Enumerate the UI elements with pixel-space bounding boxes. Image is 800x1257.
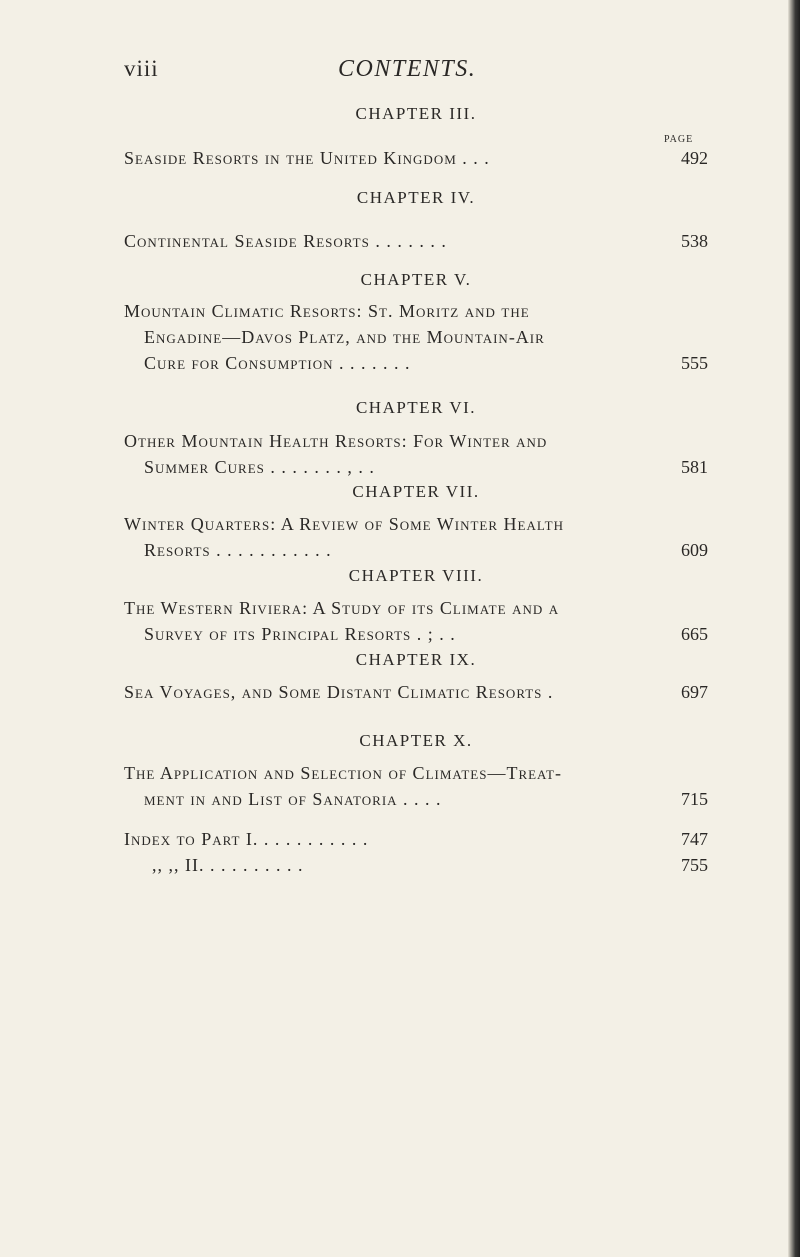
entry-line: Winter Quarters: A Review of Some Winter Health [124, 514, 564, 534]
page-number: 755 [681, 855, 708, 875]
page-number: 747 [681, 829, 708, 849]
index-entries [124, 826, 708, 878]
toc-entry [124, 679, 708, 705]
toc-entry [124, 228, 708, 254]
entry-line: The Western Riviera: A Study of its Climate and a [124, 598, 560, 618]
page-number: 697 [681, 682, 708, 702]
entry-line: Cure for Consumption . . . . . . . 555 [124, 350, 708, 376]
toc-entry [124, 511, 708, 563]
toc-entry [124, 145, 708, 171]
chapter-heading: CHAPTER IX. [355, 650, 477, 669]
chapter-heading: CHAPTER III. [355, 104, 477, 123]
chapter-heading: CHAPTER VIII. [348, 566, 484, 585]
page-number: 492 [681, 148, 708, 168]
page-title: CONTENTS. [338, 56, 477, 82]
page-number: 555 [681, 353, 708, 373]
entry-line: Mountain Climatic Resorts: St. Moritz and the [124, 301, 530, 321]
page-number: 609 [681, 540, 708, 560]
running-head [124, 56, 684, 90]
index-entry: ,, ,, II. . . . . . . . . . 755 [124, 852, 708, 878]
page-folio: viii [124, 56, 159, 81]
entry-line: The Application and Selection of Climates—Treat- [124, 763, 562, 783]
page-number: 581 [681, 457, 708, 477]
chapter-heading: CHAPTER VI. [355, 398, 477, 417]
chapter-heading: CHAPTER V. [360, 270, 472, 289]
entry-line: Survey of its Principal Resorts . ; . . 665 [124, 621, 708, 647]
entry-line: Seaside Resorts in the United Kingdom . . . 492 [124, 145, 708, 171]
page-number: 538 [681, 231, 708, 251]
toc-entry [124, 428, 708, 480]
page-column-label: PAGE [664, 134, 694, 145]
toc-entry [124, 298, 708, 376]
page-edge-shadow [788, 0, 800, 1257]
entry-line: Summer Cures . . . . . . . , . . 581 [124, 454, 708, 480]
entry-line: ment in and List of Sanatoria . . . . 715 [124, 786, 708, 812]
toc-entry [124, 595, 708, 647]
chapter-heading: CHAPTER IV. [356, 188, 476, 207]
toc-entry [124, 760, 708, 812]
entry-line: Sea Voyages, and Some Distant Climatic Resorts . 697 [124, 679, 708, 705]
page-number: 665 [681, 624, 708, 644]
entry-line: Engadine—Davos Platz, and the Mountain-Air [144, 327, 545, 347]
entry-line: Resorts . . . . . . . . . . . 609 [124, 537, 708, 563]
entry-line: Other Mountain Health Resorts: For Winter and [124, 431, 548, 451]
index-entry: Index to Part I. . . . . . . . . . . 747 [124, 826, 708, 852]
chapter-heading: CHAPTER VII. [352, 482, 480, 501]
page-number: 715 [681, 789, 708, 809]
chapter-heading: CHAPTER X. [359, 731, 473, 750]
entry-line: Continental Seaside Resorts . . . . . . . 538 [124, 228, 708, 254]
